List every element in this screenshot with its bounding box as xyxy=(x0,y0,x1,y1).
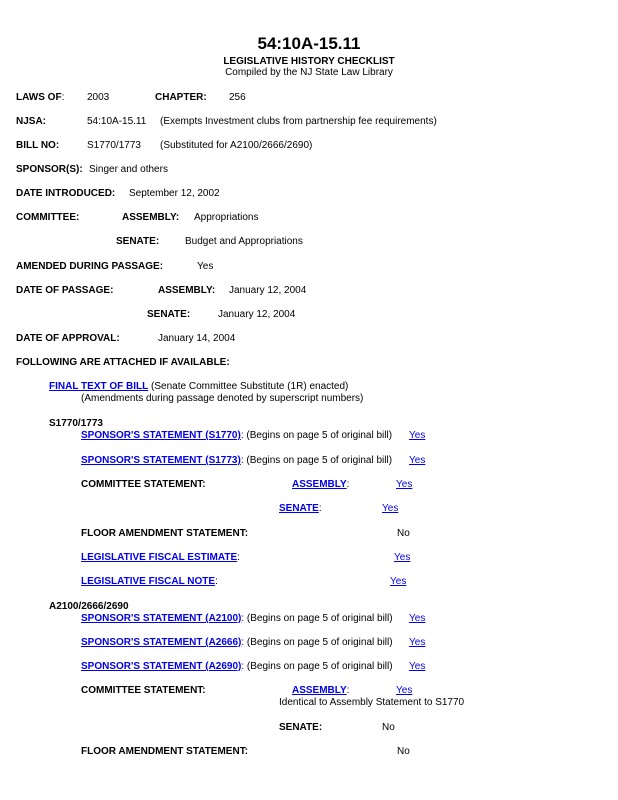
a-sponsor2-note: : (Begins on page 5 of original bill) xyxy=(241,637,393,648)
laws-of-row xyxy=(16,92,64,104)
committee-senate-value: Budget and Appropriations xyxy=(185,236,303,247)
s-sponsor2-yes-link[interactable]: Yes xyxy=(409,455,426,466)
final-text-note2: (Amendments during passage denoted by superscript numbers) xyxy=(81,393,364,404)
final-text-link[interactable]: FINAL TEXT OF BILL xyxy=(49,381,149,392)
s-fiscal-estimate-row xyxy=(81,552,240,564)
a-sponsor3-note: : (Begins on page 5 of original bill) xyxy=(241,661,393,672)
s-fiscal-note-link[interactable]: LEGISLATIVE FISCAL NOTE xyxy=(81,576,216,587)
s-fiscal-note-colon: : xyxy=(215,576,218,587)
s-assembly-link[interactable]: ASSEMBLY xyxy=(292,479,347,490)
s-floor-amendment-value: No xyxy=(397,528,410,539)
a-assembly-link[interactable]: ASSEMBLY xyxy=(292,685,347,696)
a-sponsor1-note: : (Begins on page 5 of original bill) xyxy=(241,613,393,624)
a-assembly-colon: : xyxy=(346,685,350,696)
a-sponsor2-yes-link[interactable]: Yes xyxy=(409,637,426,648)
amended-label: AMENDED DURING PASSAGE: xyxy=(16,261,164,272)
laws-of-value: 2003 xyxy=(87,92,110,103)
passage-label: DATE OF PASSAGE: xyxy=(16,285,114,296)
bill-no-label: BILL NO: xyxy=(16,140,60,151)
a-sponsor2-row xyxy=(81,637,393,649)
s-senate-row xyxy=(279,503,322,515)
final-text-note: (Senate Committee Substitute (1R) enacted) xyxy=(148,381,349,392)
a-assembly-row xyxy=(292,685,349,697)
a-assembly-note: Identical to Assembly Statement to S1770 xyxy=(279,697,465,708)
amended-value: Yes xyxy=(197,261,214,272)
s-sponsor2-note: : (Begins on page 5 of original bill) xyxy=(240,455,393,466)
bill-no-note: (Substituted for A2100/2666/2690) xyxy=(160,140,313,151)
s-floor-amendment-label: FLOOR AMENDMENT STATEMENT: xyxy=(81,528,249,539)
s-fiscal-note-row xyxy=(81,576,218,588)
njsa-note: (Exempts Investment clubs from partnership fee requirements) xyxy=(160,116,437,127)
passage-assembly-value: January 12, 2004 xyxy=(229,285,307,296)
date-introduced-label: DATE INTRODUCED: xyxy=(16,188,116,199)
passage-assembly-label: ASSEMBLY: xyxy=(158,285,216,296)
s-fiscal-estimate-link[interactable]: LEGISLATIVE FISCAL ESTIMATE xyxy=(81,552,238,563)
approval-label: DATE OF APPROVAL: xyxy=(16,333,120,344)
a-floor-amendment-label: FLOOR AMENDMENT STATEMENT: xyxy=(81,746,249,757)
s-committee-statement-label: COMMITTEE STATEMENT: xyxy=(81,479,206,490)
s-assembly-colon: : xyxy=(346,479,350,490)
s-senate-yes-link[interactable]: Yes xyxy=(382,503,399,514)
s-fiscal-estimate-yes-link[interactable]: Yes xyxy=(394,552,411,563)
committee-assembly-label: ASSEMBLY: xyxy=(122,212,180,223)
s-assembly-row xyxy=(292,479,349,491)
a-sponsor3-yes-link[interactable]: Yes xyxy=(409,661,426,672)
s-fiscal-note-yes-link[interactable]: Yes xyxy=(390,576,407,587)
chapter-value: 256 xyxy=(229,92,246,103)
committee-label: COMMITTEE: xyxy=(16,212,80,223)
a-section-heading: A2100/2666/2690 xyxy=(49,601,129,612)
s-fiscal-estimate-colon: : xyxy=(237,552,240,563)
s-sponsor1-note: : (Begins on page 5 of original bill) xyxy=(240,430,393,441)
s-assembly-yes-link[interactable]: Yes xyxy=(396,479,413,490)
sponsors-label: SPONSOR(S): xyxy=(16,164,83,175)
checklist-heading: LEGISLATIVE HISTORY CHECKLIST xyxy=(223,56,395,67)
date-introduced-value: September 12, 2002 xyxy=(129,188,220,199)
bill-no-value: S1770/1773 xyxy=(87,140,141,151)
s-senate-link[interactable]: SENATE xyxy=(279,503,319,514)
chapter-label: CHAPTER: xyxy=(155,92,207,103)
a-sponsor1-yes-link[interactable]: Yes xyxy=(409,613,426,624)
committee-assembly-value: Appropriations xyxy=(194,212,259,223)
a-assembly-yes-link[interactable]: Yes xyxy=(396,685,413,696)
final-text-row xyxy=(49,381,348,393)
laws-of-label: LAWS OF xyxy=(16,92,62,103)
a-sponsor3-row xyxy=(81,661,393,673)
a-senate-label: SENATE: xyxy=(279,722,323,733)
compiled-by: Compiled by the NJ State Law Library xyxy=(225,67,393,78)
s-senate-colon: : xyxy=(318,503,322,514)
s-sponsor-statement-s1773-link[interactable]: SPONSOR'S STATEMENT (S1773) xyxy=(81,455,241,466)
a-sponsor-statement-a2666-link[interactable]: SPONSOR'S STATEMENT (A2666) xyxy=(81,637,242,648)
attached-heading: FOLLOWING ARE ATTACHED IF AVAILABLE: xyxy=(16,357,230,368)
s-sponsor1-row xyxy=(81,430,392,442)
sponsors-value: Singer and others xyxy=(89,164,168,175)
laws-of-colon: : xyxy=(61,92,65,103)
passage-senate-label: SENATE: xyxy=(147,309,191,320)
a-sponsor1-row xyxy=(81,613,393,625)
njsa-label: NJSA: xyxy=(16,116,47,127)
a-senate-value: No xyxy=(382,722,395,733)
passage-senate-value: January 12, 2004 xyxy=(218,309,296,320)
document-title: 54:10A-15.11 xyxy=(257,34,361,53)
s-sponsor1-yes-link[interactable]: Yes xyxy=(409,430,426,441)
a-floor-amendment-value: No xyxy=(397,746,410,757)
s-section-heading: S1770/1773 xyxy=(49,418,103,429)
s-sponsor2-row xyxy=(81,455,392,467)
approval-value: January 14, 2004 xyxy=(158,333,236,344)
njsa-value: 54:10A-15.11 xyxy=(87,116,147,127)
committee-senate-label: SENATE: xyxy=(116,236,160,247)
a-committee-statement-label: COMMITTEE STATEMENT: xyxy=(81,685,206,696)
a-sponsor-statement-a2690-link[interactable]: SPONSOR'S STATEMENT (A2690) xyxy=(81,661,242,672)
a-sponsor-statement-a2100-link[interactable]: SPONSOR'S STATEMENT (A2100) xyxy=(81,613,242,624)
s-sponsor-statement-s1770-link[interactable]: SPONSOR'S STATEMENT (S1770) xyxy=(81,430,241,441)
